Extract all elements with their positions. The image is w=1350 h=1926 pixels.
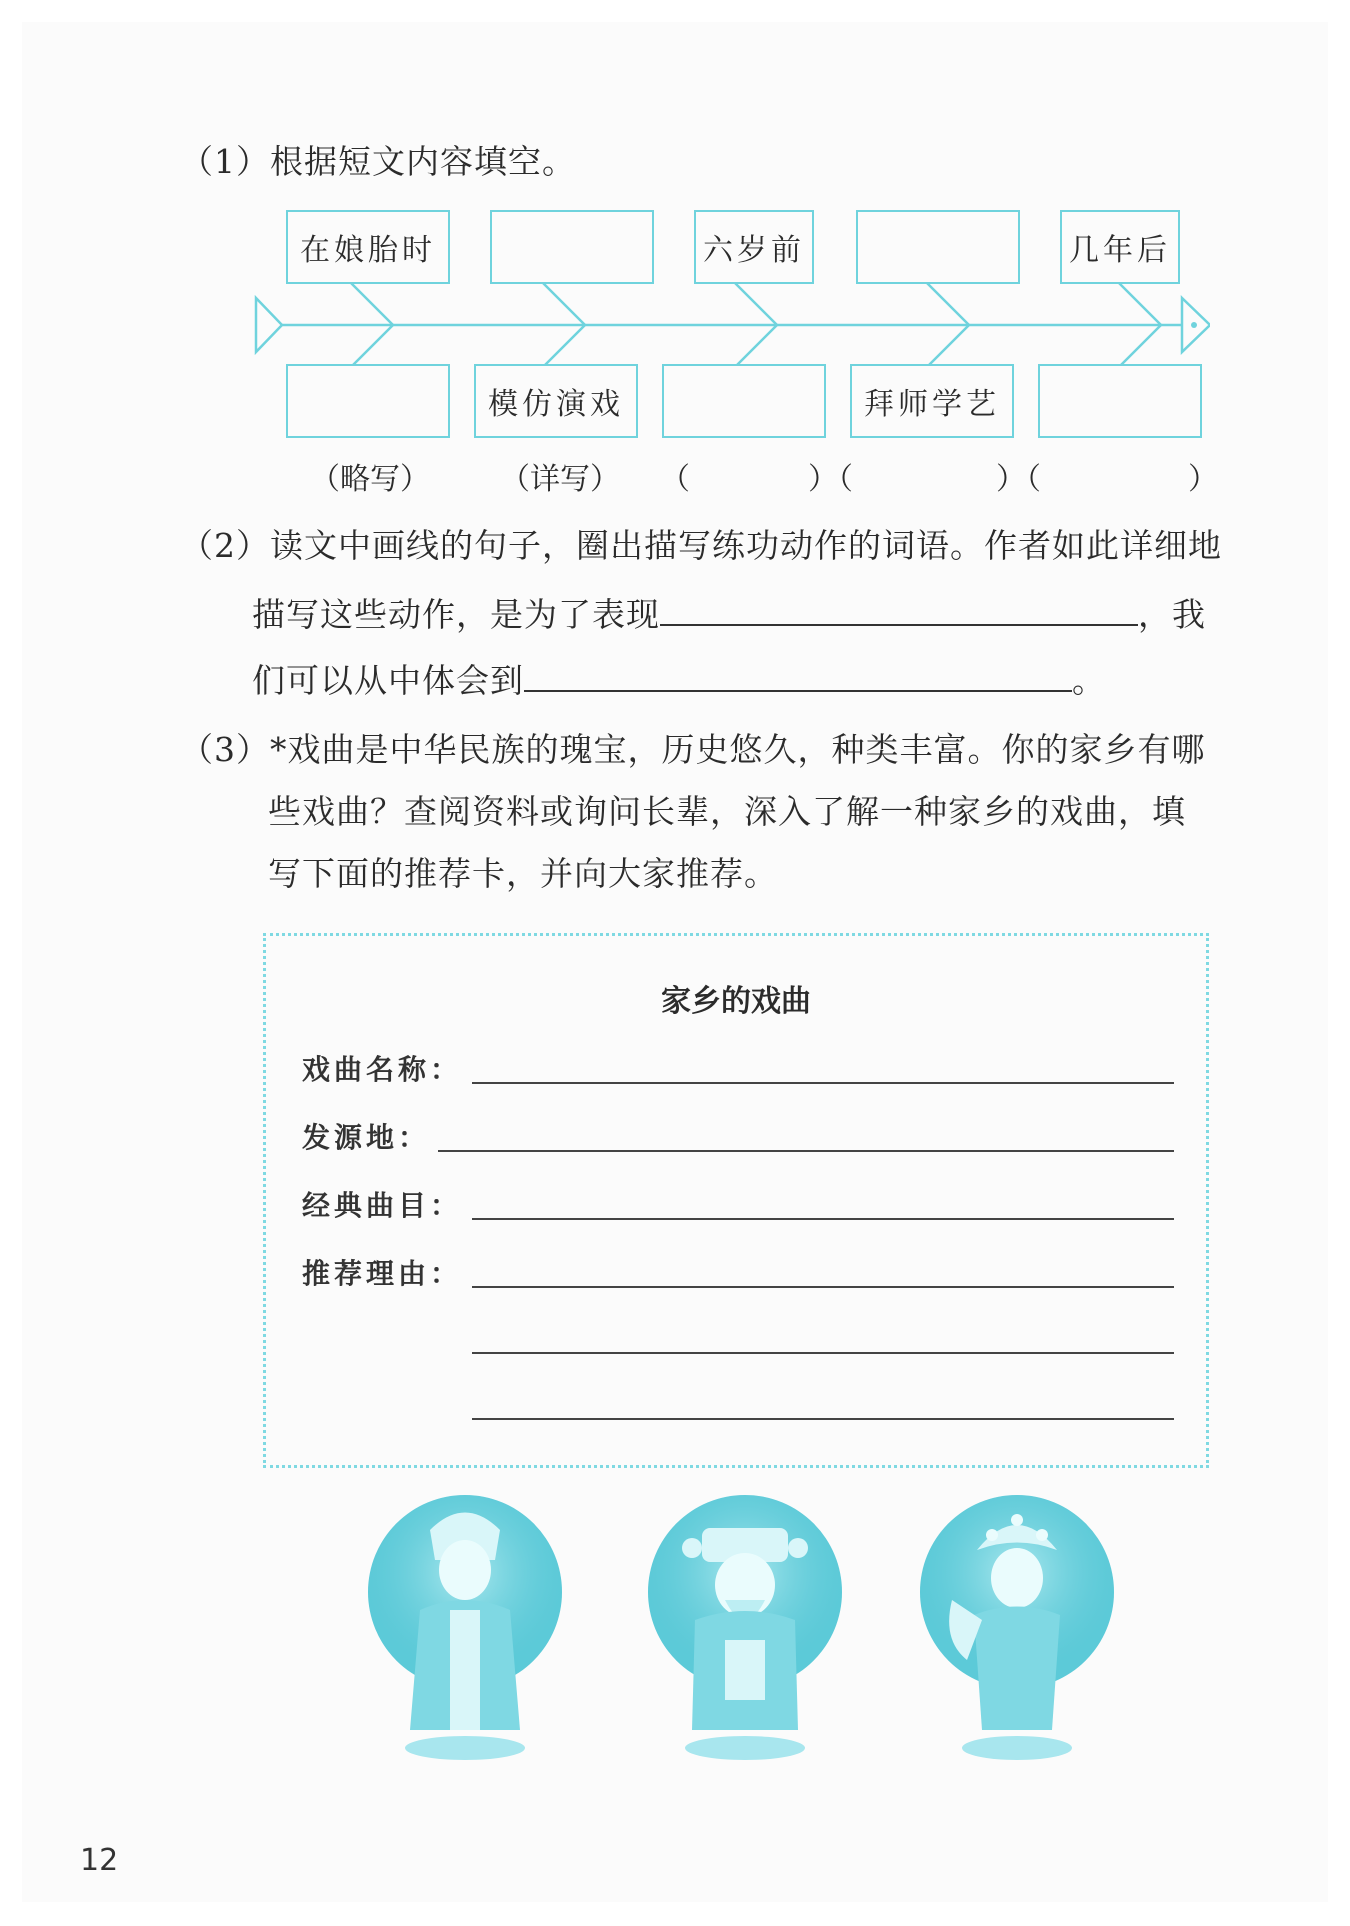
card-title: 家乡的戏曲 (661, 984, 811, 1019)
timeline-tail (256, 298, 282, 352)
question-3-line-2: 些戏曲？查阅资料或询问长辈，深入了解一种家乡的戏曲，填 (268, 792, 1186, 831)
question-3-number: （3）* (180, 730, 288, 769)
question-2-line-3 (252, 660, 1106, 701)
question-1-number: （1） (180, 142, 270, 181)
question-1-prompt (180, 142, 576, 182)
timeline-bottom-box-blank[interactable] (662, 364, 826, 438)
note-brief: （略写） (310, 462, 430, 497)
opera-figure-illustration (640, 1490, 850, 1770)
classic-pieces-input-line[interactable] (472, 1218, 1174, 1220)
question-2-line-1 (180, 526, 1222, 566)
question-3-line-3: 写下面的推荐卡，并向大家推荐。 (268, 854, 778, 893)
opera-figure-illustration (912, 1490, 1122, 1770)
question-2-text: 们可以从中体会到 (252, 661, 524, 700)
timeline-top-box: 几年后 (1060, 210, 1180, 284)
note-paren-pair: ）（ (996, 462, 1041, 497)
question-1-text: 根据短文内容填空。 (270, 142, 576, 181)
note-detailed: （详写） (500, 462, 620, 497)
reason-input-line[interactable] (472, 1286, 1174, 1288)
origin-input-line[interactable] (438, 1150, 1174, 1152)
timeline-bottom-box: 拜师学艺 (850, 364, 1014, 438)
timeline-bottom-box: 模仿演戏 (474, 364, 638, 438)
question-3-text: 戏曲是中华民族的瑰宝，历史悠久，种类丰富。你的家乡有哪 (287, 730, 1206, 769)
field-label-origin: 发源地： (302, 1121, 431, 1154)
question-3-line-1 (180, 730, 1206, 770)
field-label-reason: 推荐理由： (302, 1257, 463, 1290)
recommendation-card (263, 933, 1209, 1468)
question-2-text: ，我 (1138, 595, 1206, 634)
question-2-text: 描写这些动作，是为了表现 (252, 595, 660, 634)
field-label-classic-pieces: 经典曲目： (302, 1189, 463, 1222)
reason-input-line[interactable] (472, 1418, 1174, 1420)
timeline-top-box: 六岁前 (694, 210, 814, 284)
note-close-paren: ） (1188, 462, 1218, 497)
note-open-paren: （ (660, 462, 690, 497)
opera-name-input-line[interactable] (472, 1082, 1174, 1084)
note-paren-pair: ）（ (808, 462, 853, 497)
reason-input-line[interactable] (472, 1352, 1174, 1354)
timeline-bottom-box-blank[interactable] (1038, 364, 1202, 438)
question-2-text: 读文中画线的句子，圈出描写练功动作的词语。作者如此详细地 (270, 526, 1222, 565)
question-2-number: （2） (180, 526, 270, 565)
opera-figure-illustration (360, 1490, 570, 1770)
timeline-top-box-blank[interactable] (856, 210, 1020, 284)
answer-blank[interactable] (660, 594, 1138, 626)
page-number: 12 (80, 1843, 119, 1878)
answer-blank[interactable] (524, 660, 1072, 692)
timeline-bottom-box-blank[interactable] (286, 364, 450, 438)
timeline-top-box-blank[interactable] (490, 210, 654, 284)
question-2-line-2 (252, 594, 1206, 635)
question-2-text: 。 (1072, 661, 1106, 700)
field-label-opera-name: 戏曲名称： (302, 1053, 463, 1086)
timeline-top-box: 在娘胎时 (286, 210, 450, 284)
